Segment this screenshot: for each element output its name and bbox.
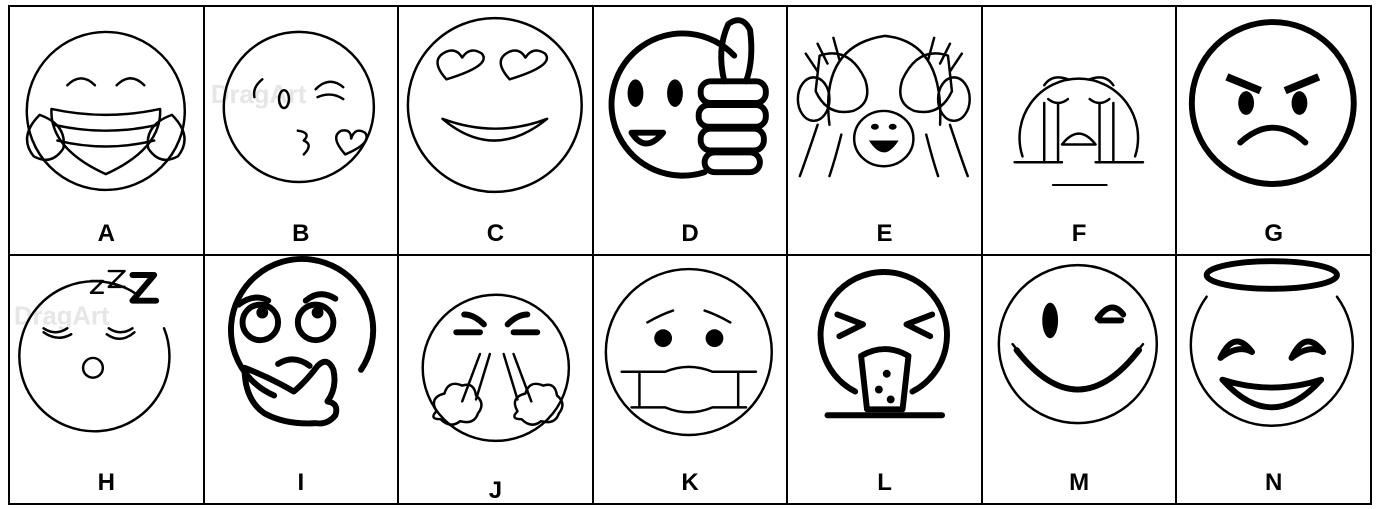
see-no-evil-monkey-emoji-icon: [788, 7, 981, 203]
vomiting-emoji-icon: [788, 256, 981, 452]
smiling-halo-emoji-icon: [1177, 256, 1370, 452]
emoji-cell-i: [205, 256, 400, 505]
emoji-label: L: [877, 469, 892, 496]
emoji-cell-a: [10, 7, 205, 256]
emoji-cell-g: [1177, 7, 1372, 256]
medical-mask-emoji-icon: [594, 256, 787, 452]
kissing-heart-emoji-icon: [205, 7, 398, 203]
thinking-emoji-icon: [205, 256, 398, 452]
emoji-label: M: [1069, 469, 1090, 496]
sleeping-emoji-icon: [10, 256, 203, 452]
emoji-cell-b: [205, 7, 400, 256]
emoji-cell-f: [983, 7, 1178, 256]
emoji-cell-k: [594, 256, 789, 505]
emoji-label: J: [488, 477, 503, 504]
crying-emoji-icon: [983, 7, 1176, 203]
emoji-label: A: [97, 220, 115, 247]
winking-emoji-icon: [983, 256, 1176, 452]
emoji-cell-m: [983, 256, 1178, 505]
emoji-cell-n: [1177, 256, 1372, 505]
huffing-emoji-icon: [399, 256, 592, 452]
emoji-label: F: [1071, 220, 1087, 247]
emoji-label: I: [297, 469, 305, 496]
emoji-cell-j: [399, 256, 594, 505]
emoji-label: D: [681, 220, 699, 247]
emoji-cell-h: [10, 256, 205, 505]
emoji-label: B: [292, 220, 310, 247]
emoji-label: E: [876, 220, 893, 247]
emoji-label: N: [1265, 469, 1283, 496]
emoji-label: K: [681, 469, 699, 496]
emoji-label: H: [97, 469, 115, 496]
emoji-cell-c: [399, 7, 594, 256]
laughing-tears-masked-emoji-icon: [10, 7, 203, 203]
thumbs-up-emoji-icon: [594, 7, 787, 203]
emoji-label: C: [486, 220, 505, 247]
emoji-grid: [8, 5, 1372, 505]
emoji-cell-l: [788, 256, 983, 505]
emoji-cell-e: [788, 7, 983, 256]
heart-eyes-emoji-icon: [399, 7, 592, 203]
emoji-label: G: [1264, 220, 1284, 247]
emoji-cell-d: [594, 7, 789, 256]
angry-emoji-icon: [1177, 7, 1370, 203]
svg-text:DragArt: DragArt: [210, 81, 307, 110]
svg-text:DragArt: DragArt: [13, 302, 110, 331]
